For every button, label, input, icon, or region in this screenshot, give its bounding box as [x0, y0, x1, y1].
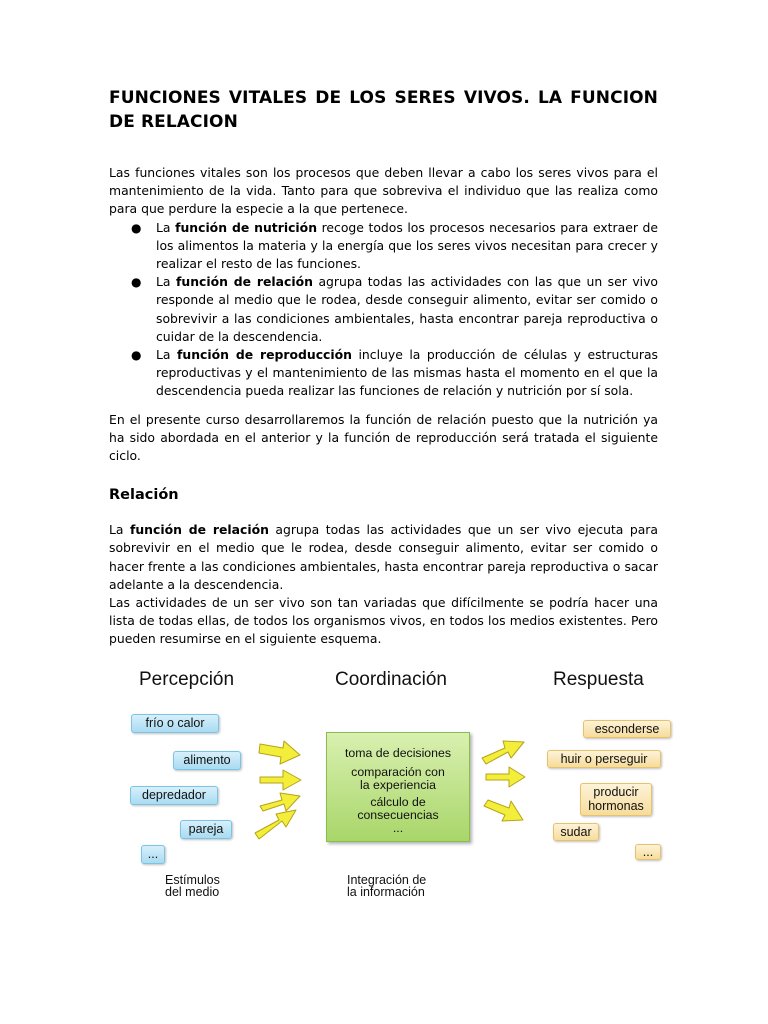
text-post: agrupa todas las actividades que un ser vivo ejecuta para sobrevivir en el medio que le rodea, desde conseguir alimento, evitar ser comido o hacer frente a las condiciones ambientales, hasta encontrar pareja reproductiva o sacar adelante a la descendencia. — [109, 522, 658, 592]
coordination-line: consecuencias — [357, 808, 439, 822]
caption-line: la información — [347, 885, 425, 899]
bullet-icon: ● — [131, 348, 142, 363]
stimulus-box: alimento — [173, 751, 241, 770]
response-box: ... — [635, 844, 661, 860]
response-box: esconderse — [583, 720, 671, 738]
response-box: huir o perseguir — [547, 750, 661, 768]
text-bold: función de nutrición — [175, 219, 318, 235]
course-paragraph: En el presente curso desarrollaremos la función de relación puesto que la nutrición ya ha sido abordada en el anterior y la función de reproducción será tratada el siguiente ciclo. — [109, 411, 658, 464]
document-body — [109, 86, 658, 649]
stimulus-box: ... — [141, 845, 165, 864]
relation-diagram — [120, 660, 680, 910]
arrow-icon — [260, 770, 301, 790]
text-bold: función de relación — [129, 522, 269, 538]
caption-stimuli — [165, 874, 220, 898]
caption-line: Integración de — [347, 873, 427, 887]
arrow-icon — [486, 767, 525, 787]
text-pre: La — [156, 219, 176, 235]
arrow-icon — [259, 741, 300, 764]
arrow-icon — [260, 793, 300, 811]
coordination-line: comparación con — [351, 765, 445, 779]
section-heading: Relación — [109, 487, 179, 504]
response-box: producir hormonas — [580, 783, 652, 816]
bullet-icon: ● — [131, 220, 142, 235]
text-pre: La — [156, 274, 176, 290]
relation-paragraph — [109, 521, 658, 594]
caption-line: del medio — [165, 885, 220, 899]
list-item-nutrition — [109, 219, 658, 274]
bullet-icon: ● — [131, 275, 142, 290]
arrow-icon — [255, 810, 296, 839]
arrow-icon — [484, 800, 523, 821]
text-post: recoge todos los procesos necesarios para extraer de los alimentos la materia y la energía que los seres vivos necesitan para crecer y realizar el resto de las funciones. — [156, 219, 658, 272]
arrow-icon — [482, 741, 524, 764]
stimulus-box: frío o calor — [131, 714, 219, 733]
heading-response: Respuesta — [553, 669, 644, 690]
coordination-line: ... — [392, 821, 404, 835]
stimulus-box: depredador — [130, 786, 218, 805]
coordination-line: cálculo de — [370, 795, 426, 809]
heading-perception: Percepción — [139, 669, 235, 690]
text-post: agrupa todas las actividades con las que un ser vivo responde al medio que le rodea, desde conseguir alimento, evitar ser comido o sobrevivir a las condiciones ambientales, hasta encontrar pareja reproductiva o cuidar de la descendencia. — [156, 274, 659, 344]
coordination-line: toma de decisiones — [345, 746, 451, 760]
page-title: FUNCIONES VITALES DE LOS SERES VIVOS. LA FUNCION DE RELACION — [109, 88, 658, 132]
list-item-reproduction — [109, 346, 658, 401]
text-post: incluye la producción de células y estructuras reproductivas y el mantenimiento de las mismas hasta el momento en el que la descendencia pueda realizar las funciones de relación y nutrición por sí sola. — [156, 347, 659, 399]
response-box: sudar — [553, 823, 599, 841]
caption-integration — [347, 874, 426, 898]
text-bold: función de reproducción — [177, 347, 352, 363]
coordination-line: la experiencia — [360, 778, 436, 792]
list-item-relation — [109, 273, 658, 346]
text-bold: función de relación — [175, 274, 313, 290]
heading-coordination: Coordinación — [335, 669, 447, 690]
stimulus-box: pareja — [180, 820, 232, 839]
functions-list — [109, 219, 658, 401]
intro-paragraph: Las funciones vitales son los procesos que deben llevar a cabo los seres vivos para el mantenimiento de la vida. Tanto para que sobreviva el individuo que las realiza como para que perdure la especie a la que pertenece. — [109, 165, 658, 217]
activities-paragraph: Las actividades de un ser vivo son tan variadas que difícilmente se podría hacer una lista de todas ellas, de todos los organismos vivos, en todos los medios existentes. Pero pueden resumirse en el siguiente esquema. — [109, 595, 658, 647]
text-pre: La — [109, 522, 130, 538]
caption-line: Estímulos — [165, 873, 220, 887]
text-pre: La — [156, 347, 178, 363]
